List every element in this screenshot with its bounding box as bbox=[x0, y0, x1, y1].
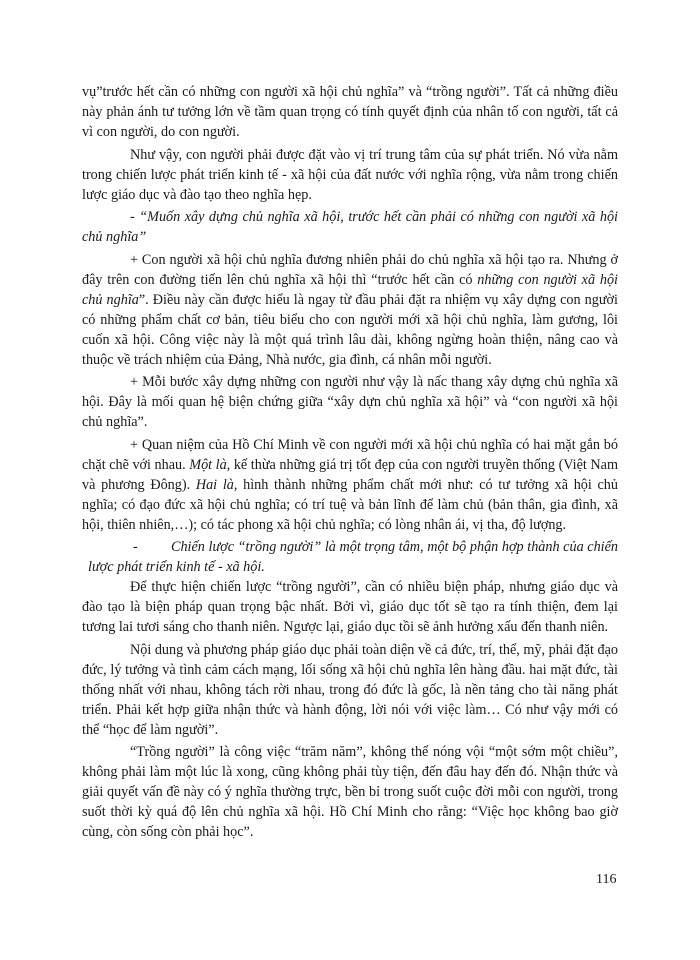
paragraph-7 bbox=[82, 577, 618, 637]
paragraph-8 bbox=[82, 640, 618, 740]
paragraph-8-text: Nội dung và phương pháp giáo dục phải toàn diện về cả đức, trí, thể, mỹ, phải đặt đạo đức, lý tưởng và tình cảm cách mạng, lối sống xã hội chủ nghĩa lên hàng đầu. hai mặt đức, tài thống nhất với nhau, không tách rời nhau, trong đó đức là gốc, là nền tảng cho tài năng phát triển. Phải kết hợp giữa nhận thức và hành động, lời nói với việc làm… Có như vậy mới có thể “học để làm người”. bbox=[82, 641, 618, 738]
paragraph-6 bbox=[82, 435, 618, 535]
dash-heading bbox=[82, 537, 618, 577]
paragraph-2-text: Như vậy, con người phải được đặt vào vị trí trung tâm của sự phát triển. Nó vừa nằm trong chiến lược phát triển kinh tế - xã hội của đất nước với nghĩa rộng, vừa nằm trong chiến lược giáo dục và đào tạo theo nghĩa hẹp. bbox=[82, 146, 618, 203]
dash-bullet: - bbox=[133, 539, 138, 555]
paragraph-5-text: + Mỗi bước xây dựng những con người như vậy là nấc thang xây dựng chủ nghĩa xã hội. Đây là mối quan hệ biện chứng giữa “xây dựn chủ nghĩa xã hội” và “con người xã hội chủ nghĩa”. bbox=[82, 374, 618, 430]
quote-heading-text: - “Muốn xây dựng chủ nghĩa xã hội, trước hết cần phải có những con người xã hội chủ nghĩa” bbox=[82, 209, 618, 245]
paragraph-6-text-c: hình thành những phẩm chất mới như: có tư tưởng xã hội chủ nghĩa; có đạo đức xã hội chủ nghĩa; có trí tuệ và bản lĩnh để làm chủ (bản thân, gia đình, xã hội, thiên nhiên,…); có tác phong xã hội chủ nghĩa; có lòng nhân ái, vị tha, độ lượng. bbox=[82, 476, 618, 533]
quote-heading bbox=[82, 207, 618, 247]
paragraph-4-text-b: ”. Điều này cần được hiểu là ngay từ đầu phải đặt ra nhiệm vụ xây dựng con người có những phẩm chất cơ bản, tiêu biểu cho con người mới xã hội chủ nghĩa, làm gương, lôi cuốn xã hội. Công việc này là một quá trình lâu dài, không ngừng hoàn thiện, nâng cao và thuộc về trách nhiệm của Đảng, Nhà nước, gia đình, cá nhân mỗi người. bbox=[82, 291, 618, 368]
paragraph-7-text: Để thực hiện chiến lược “trồng người”, cần có nhiều biện pháp, nhưng giáo dục và đào tạo là biện pháp quan trọng bậc nhất. Bởi vì, giáo dục tốt sẽ tạo ra tính thiện, đem lại tương lai tươi sáng cho thanh niên. Ngược lại, giáo dục tồi sẽ ảnh hưởng xấu đến thanh niên. bbox=[82, 579, 618, 635]
paragraph-2 bbox=[82, 145, 618, 205]
page-number: 116 bbox=[596, 872, 617, 887]
paragraph-9-text: “Trồng người” là công việc “trăm năm”, không thể nóng vội “một sớm một chiều”, không phải làm một lúc là xong, cũng không phải tùy tiện, đến đâu hay đến đó. Nhận thức và giải quyết vấn đề này có ý nghĩa thường trực, bền bỉ trong suốt cuộc đời mỗi con người, trong suốt thời kỳ quá độ lên chủ nghĩa xã hội. Hồ Chí Minh cho rằng: “Việc học không bao giờ cùng, còn sống còn phải học”. bbox=[82, 744, 618, 840]
paragraph-4-text-a: + Con người xã hội chủ nghĩa đương nhiên phải do chủ nghĩa xã hội tạo ra. Nhưng ở đây trên con đường tiến lên chủ nghĩa xã hội thì “trước hết cần có bbox=[82, 251, 618, 288]
paragraph-9 bbox=[82, 742, 618, 842]
paragraph-4-emphasis: những con người xã hội chủ nghĩa bbox=[82, 271, 618, 308]
paragraph-6-text-b: kế thừa những giá trị tốt đẹp của con người truyền thống (Việt Nam và phương Đông). bbox=[82, 456, 619, 493]
paragraph-6-emphasis-1: Một là, bbox=[189, 456, 231, 473]
dash-heading-text: Chiến lược “trồng người” là một trọng tâm, một bộ phận hợp thành của chiến lược phát triển kinh tế - xã hội. bbox=[88, 539, 618, 575]
paragraph-6-text-a: + Quan niệm của Hồ Chí Minh về con người mới xã hội chủ nghĩa có hai mặt gắn bó chặt chẽ với nhau. bbox=[82, 436, 618, 473]
document-page bbox=[82, 82, 618, 845]
paragraph-6-emphasis-2: Hai là, bbox=[195, 476, 238, 493]
paragraph-5 bbox=[82, 372, 618, 432]
paragraph-1-text: vụ”trước hết cần có những con người xã hội chủ nghĩa” và “trồng người”. Tất cả những điều này phản ánh tư tưởng lớn về tầm quan trọng có tính quyết định của nhân tố con người, tất cả vì con người, do con người. bbox=[82, 84, 618, 140]
paragraph-4 bbox=[82, 250, 618, 370]
paragraph-1 bbox=[82, 82, 618, 142]
